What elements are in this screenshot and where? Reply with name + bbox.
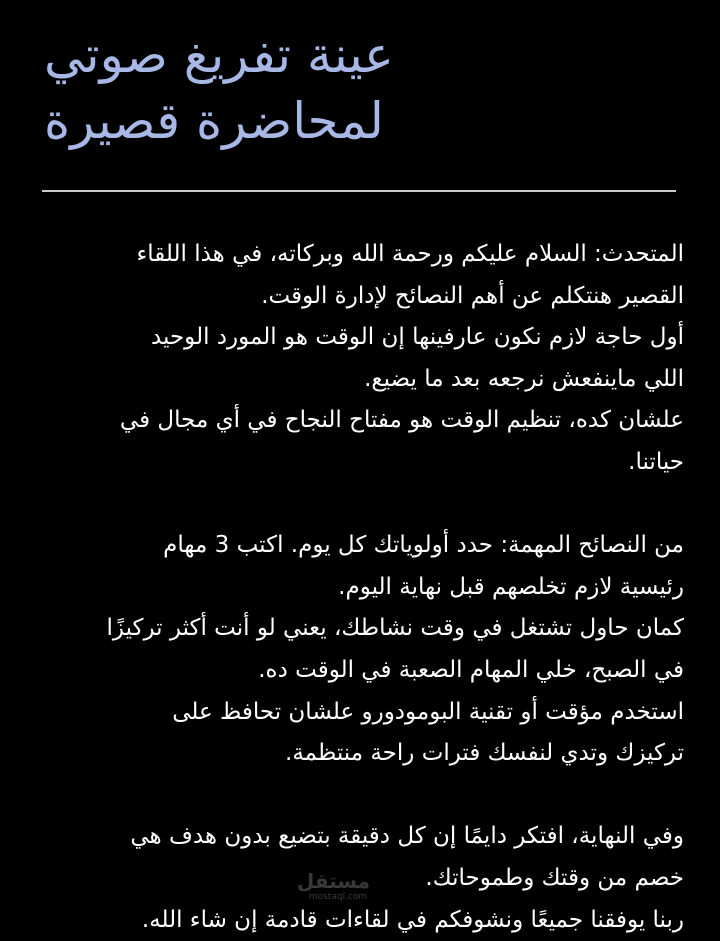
title-divider <box>42 190 676 192</box>
transcript-line: حياتنا. <box>30 442 684 484</box>
transcript-line: من النصائح المهمة: حدد أولوياتك كل يوم. اكتب 3 مهام <box>30 525 684 567</box>
document-title <box>44 22 676 154</box>
transcript-line: ربنا يوفقنا جميعًا ونشوفكم في لقاءات قادمة إن شاء الله. <box>30 900 684 941</box>
transcript-line: في الصبح، خلي المهام الصعبة في الوقت ده. <box>30 650 684 692</box>
transcript-line: كمان حاول تشتغل في وقت نشاطك، يعني لو أنت أكثر تركيزًا <box>30 608 684 650</box>
transcript-line: القصير هنتكلم عن أهم النصائح لإدارة الوقت. <box>30 276 684 318</box>
transcript-line: اللي ماينفعش نرجعه بعد ما يضيع. <box>30 359 684 401</box>
transcript-body <box>30 234 684 941</box>
paragraph-gap <box>30 484 684 526</box>
title-line-1: عينة تفريغ صوتي <box>44 22 676 88</box>
transcript-line: تركيزك وتدي لنفسك فترات راحة منتظمة. <box>30 733 684 775</box>
watermark-sub-text: mostaql.com <box>306 892 370 902</box>
transcript-line: خصم من وقتك وطموحاتك. <box>30 858 684 900</box>
paragraph-2 <box>30 525 684 775</box>
watermark-main-text: مستقل <box>306 870 370 892</box>
title-line-2: لمحاضرة قصيرة <box>44 88 676 154</box>
paragraph-gap <box>30 775 684 817</box>
transcript-line: وفي النهاية، افتكر دايمًا إن كل دقيقة بتضيع بدون هدف هي <box>30 816 684 858</box>
transcript-line: المتحدث: السلام عليكم ورحمة الله وبركاته، في هذا اللقاء <box>30 234 684 276</box>
transcript-line: أول حاجة لازم نكون عارفينها إن الوقت هو المورد الوحيد <box>30 317 684 359</box>
transcript-line: رئيسية لازم تخلصهم قبل نهاية اليوم. <box>30 567 684 609</box>
transcript-line: علشان كده، تنظيم الوقت هو مفتاح النجاح في أي مجال في <box>30 400 684 442</box>
paragraph-1 <box>30 234 684 484</box>
transcript-line: استخدم مؤقت أو تقنية البومودورو علشان تحافظ على <box>30 692 684 734</box>
watermark-logo <box>306 870 370 902</box>
